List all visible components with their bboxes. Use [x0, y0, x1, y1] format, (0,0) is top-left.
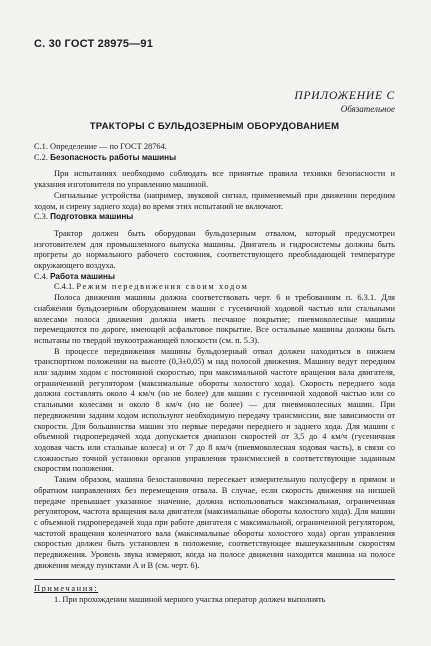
section-title: Режим передвижения своим ходом [76, 282, 249, 292]
appendix-label: ПРИЛОЖЕНИЕ С [294, 90, 395, 102]
appendix-title: ТРАКТОРЫ С БУЛЬДОЗЕРНЫМ ОБОРУДОВАНИЕМ [89, 121, 340, 132]
notes-label: Примечания: [34, 584, 99, 594]
section-c3-heading [34, 212, 395, 223]
appendix-block [294, 90, 395, 114]
page-header: С. 30 ГОСТ 28975—91 [34, 38, 154, 50]
section-c2-heading [34, 153, 395, 164]
section-title: Безопасность работы машины [50, 152, 177, 162]
section-number: С.4.1. [54, 282, 75, 292]
paragraph: Таким образом, машина безостановочно пересекает измерительную полусферу в прямом и обратном направлениях без перемещения отвала. В случае, если скорость движения на низшей передаче превышает указанное значение, должна использоваться максимальная, ограниченная регулятором, частота вращения вала двигателя (максимальные обороты холостого хода). Для машин с объемной гидропередачей хода при работе двигателя с максимальной, ограниченной регулятором, частотой вращения коленчатого вала (максимальные обороты холостого хода) орган управления скоростью должен быть установлен в положение, соответствующее вышеуказанным скоростям передвижения. Уровень звука измеряют, когда на полосе движения находится машина на полосе движения между пунктами А и В (см. черт. 6). [34, 475, 395, 570]
section-title: Подготовка машины [50, 212, 134, 222]
section-number: С.3. [34, 212, 48, 222]
section-c4-heading [34, 272, 395, 283]
section-title: Работа машины [50, 271, 115, 281]
section-c1: С.1. Определение — по ГОСТ 28764. [34, 142, 167, 151]
appendix-status: Обязательное [340, 104, 395, 114]
paragraph: Полоса движения машины должна соответствовать черт. 6 и требованиям п. 6.3.1. Для снабжения бульдозерным оборудованием машин с гусеничной ходовой частью или стальными колесами полоса движения должна иметь песчаное покрытие; пневмоколесные машины перемещаются по дороге, имеющей асфальтовое покрытие. Все остальные машины должны быть испытаны по твердой звукоотражающей плоскости (см. п. 5.3). [34, 293, 395, 345]
paragraph: При испытаниях необходимо соблюдать все принятые правила техники безопасности и указания изготовителя по управлению машиной. [34, 169, 395, 190]
section-number: С.4. [34, 271, 48, 281]
document-body [34, 142, 395, 606]
paragraph: Сигнальные устройства (например, звуковой сигнал, применяемый при движении передним ходом, и сирену заднего хода) во время этих испытаний не включают. [34, 190, 395, 211]
notes-block [34, 579, 395, 595]
section-number: С.2. [34, 152, 48, 162]
subsection-c41-heading [34, 282, 395, 293]
note-1: 1. При прохождении машиной мерного участка оператор должен выполнять [54, 595, 326, 605]
paragraph: Трактор должен быть оборудован бульдозерным отвалом, который предусмотрен изготовителем для промышленного выпуска машины. Двигатель и гидросистемы должны быть прогреты до нормального рабочего состояния, соответствующего преобладающей температуре окружающего воздуха. [34, 228, 395, 271]
paragraph: В процессе передвижения машины бульдозерный отвал должен находиться в нижнем транспортном положении на высоте (0,3±0,05) м над полосой движения. Машину ведут передним или задним ходом с постоянной скоростью, при максимальной частоте вращения вала двигателя, ограниченной регулятором (максимальные обороты холостого хода). Скорость переднего хода должна составлять около 4 км/ч (но не более) для машин с гусеничной ходовой частью или со стальными колесами и около 8 км/ч (но не более) — для пневмоколесных машин. При передвижении задним ходом используют необходимую передачу трансмиссии, вне зависимости от скорости. Для большинства машин это первые передачи переднего и заднего хода. Для машин с объемной гидропередачей хода допускается диапазон скоростей от 3,5 до 4 км/ч (гусеничная ходовая часть или стальные колеса) и от 7 до 8 км/ч (пневмоколесная ходовая часть), в связи со сложностью точной установки органов управления трансмиссией в соответствующие заданным скоростям положения. [34, 346, 395, 474]
